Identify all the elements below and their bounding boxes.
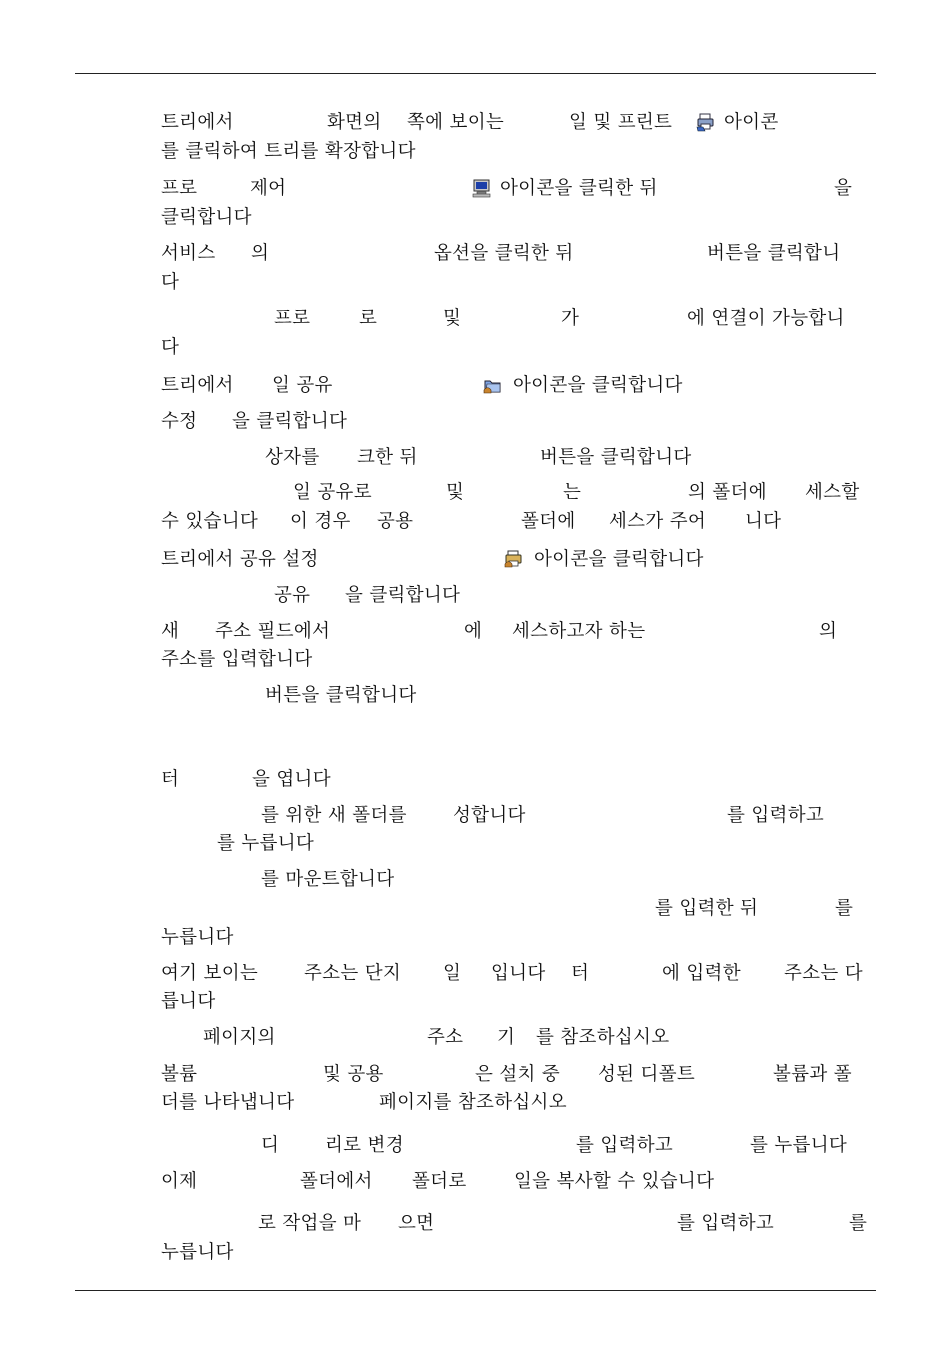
text-fragment: 더를 나타냅니다 <box>161 1092 295 1113</box>
text-line <box>0 1063 950 1087</box>
text-fragment: 트리에서 공유 설정 <box>161 549 319 570</box>
text-fragment: 볼륨과 폴 <box>773 1064 852 1085</box>
text-fragment: 터 <box>571 963 590 984</box>
text-fragment: 누릅니다 <box>161 927 234 948</box>
text-fragment: 여기 보이는 <box>161 963 259 984</box>
text-line <box>0 684 950 708</box>
text-line <box>0 336 950 360</box>
text-line <box>0 410 950 434</box>
text-fragment: 페이지의 <box>203 1027 276 1048</box>
text-line <box>0 111 950 135</box>
text-fragment: 터 <box>161 769 180 790</box>
text-fragment: 버튼을 클릭합니다 <box>265 685 417 706</box>
text-fragment: 수 있습니다 <box>161 511 259 532</box>
text-fragment: 및 <box>443 308 462 329</box>
text-line <box>0 271 950 295</box>
text-fragment: 을 클릭합니다 <box>345 585 461 606</box>
text-fragment: 으면 <box>398 1213 435 1234</box>
text-fragment: 페이지를 참조하십시오 <box>379 1092 567 1113</box>
text-fragment: 입니다 <box>491 963 546 984</box>
text-fragment: 리로 변경 <box>325 1135 404 1156</box>
text-fragment: 를 <box>835 898 854 919</box>
sharing-settings-icon <box>504 550 523 569</box>
text-fragment: 은 설치 중 <box>475 1064 561 1085</box>
text-fragment: 쪽에 보이는 <box>407 112 505 133</box>
text-fragment: 수정 <box>161 411 198 432</box>
text-fragment: 를 누릅니다 <box>217 833 315 854</box>
text-fragment: 새 <box>161 621 180 642</box>
text-line <box>0 620 950 644</box>
text-fragment: 을 <box>834 178 853 199</box>
text-line <box>0 1241 950 1265</box>
text-fragment: 성합니다 <box>453 805 526 826</box>
text-line <box>0 804 950 828</box>
text-line <box>0 374 950 398</box>
text-line <box>0 510 950 534</box>
text-fragment: 트리에서 <box>161 375 234 396</box>
text-fragment: 세스할 <box>805 482 860 503</box>
text-fragment: 에 <box>464 621 483 642</box>
text-fragment: 에 연결이 가능합니 <box>687 308 845 329</box>
header-rule <box>75 73 876 74</box>
text-line <box>0 584 950 608</box>
text-fragment: 이제 <box>161 1171 198 1192</box>
text-fragment: 성된 디폴트 <box>598 1064 696 1085</box>
text-line <box>0 1091 950 1115</box>
printer-sharing-icon <box>696 113 715 132</box>
text-fragment: 세스하고자 하는 <box>512 621 646 642</box>
text-fragment: 가 <box>561 308 580 329</box>
text-fragment: 일 및 프린트 <box>569 112 673 133</box>
text-line <box>0 242 950 266</box>
text-fragment: 볼륨 <box>161 1064 198 1085</box>
text-line <box>0 648 950 672</box>
text-line <box>0 481 950 505</box>
text-fragment: 디 <box>261 1135 280 1156</box>
text-line <box>0 962 950 986</box>
text-fragment: 아이콘을 클릭합니다 <box>534 549 704 570</box>
text-fragment: 를 입력하고 <box>576 1135 674 1156</box>
text-line <box>0 1134 950 1158</box>
text-line <box>0 140 950 164</box>
text-fragment: 주소는 다 <box>784 963 863 984</box>
text-line <box>0 897 950 921</box>
text-fragment: 니다 <box>745 511 782 532</box>
text-line <box>0 832 950 856</box>
text-line <box>0 446 950 470</box>
text-line <box>0 548 950 572</box>
text-fragment: 의 <box>251 243 270 264</box>
text-fragment: 일 공유로 <box>293 482 372 503</box>
text-fragment: 프로 <box>161 178 198 199</box>
text-fragment: 다 <box>161 337 180 358</box>
text-fragment: 일 <box>443 963 462 984</box>
text-fragment: 주소 필드에서 <box>215 621 331 642</box>
text-fragment: 공유 <box>274 585 311 606</box>
text-fragment: 의 <box>819 621 838 642</box>
text-fragment: 누릅니다 <box>161 1242 234 1263</box>
text-fragment: 아이콘 <box>724 112 779 133</box>
text-fragment: 에 입력한 <box>662 963 741 984</box>
text-fragment: 버튼을 클릭합니다 <box>540 447 692 468</box>
text-fragment: 주소는 단지 <box>304 963 402 984</box>
text-fragment: 를 입력하고 <box>677 1213 775 1234</box>
text-fragment: 다 <box>161 272 180 293</box>
text-fragment: 를 마운트합니다 <box>261 869 395 890</box>
text-fragment: 폴더에 <box>521 511 576 532</box>
text-fragment: 화면의 <box>327 112 382 133</box>
text-fragment: 주소 <box>427 1027 464 1048</box>
text-fragment: 을 클릭합니다 <box>232 411 348 432</box>
text-fragment: 크한 뒤 <box>357 447 418 468</box>
text-fragment: 의 폴더에 <box>688 482 767 503</box>
text-fragment: 로 작업을 마 <box>258 1213 362 1234</box>
text-fragment: 폴더에서 <box>300 1171 373 1192</box>
text-fragment: 를 입력하고 <box>727 805 825 826</box>
text-fragment: 를 위한 새 폴더를 <box>261 805 407 826</box>
text-fragment: 상자를 <box>265 447 320 468</box>
text-fragment: 는 <box>563 482 582 503</box>
text-fragment: 세스가 주어 <box>609 511 707 532</box>
text-line <box>0 868 950 892</box>
text-fragment: 트리에서 <box>161 112 234 133</box>
text-line <box>0 990 950 1014</box>
text-line <box>0 177 950 201</box>
text-fragment: 일 공유 <box>272 375 333 396</box>
text-fragment: 로 <box>359 308 378 329</box>
text-fragment: 폴더로 <box>412 1171 467 1192</box>
text-line <box>0 307 950 331</box>
text-fragment: 및 공용 <box>323 1064 384 1085</box>
text-fragment: 를 입력한 뒤 <box>655 898 759 919</box>
text-fragment: 버튼을 클릭합니 <box>707 243 841 264</box>
text-fragment: 제어 <box>250 178 287 199</box>
text-fragment: 릅니다 <box>161 991 216 1012</box>
text-line <box>0 1026 950 1050</box>
text-fragment: 옵션을 클릭한 뒤 <box>434 243 574 264</box>
text-fragment: 서비스 <box>161 243 216 264</box>
text-line <box>0 1170 950 1194</box>
text-fragment: 를 참조하십시오 <box>536 1027 670 1048</box>
text-fragment: 공용 <box>377 511 414 532</box>
text-fragment: 를 클릭하여 트리를 확장합니다 <box>161 141 416 162</box>
footer-rule <box>75 1290 876 1291</box>
text-line <box>0 206 950 230</box>
text-fragment: 기 <box>497 1027 516 1048</box>
text-fragment: 아이콘을 클릭합니다 <box>513 375 683 396</box>
text-fragment: 및 <box>446 482 465 503</box>
text-fragment: 이 경우 <box>290 511 351 532</box>
text-fragment: 를 <box>849 1213 868 1234</box>
text-line <box>0 926 950 950</box>
text-fragment: 아이콘을 클릭한 뒤 <box>500 178 658 199</box>
text-fragment: 를 누릅니다 <box>750 1135 848 1156</box>
text-fragment: 주소를 입력합니다 <box>161 649 313 670</box>
computer-icon <box>472 179 491 198</box>
text-fragment: 일을 복사할 수 있습니다 <box>514 1171 715 1192</box>
text-line <box>0 1212 950 1236</box>
text-fragment: 클릭합니다 <box>161 207 252 228</box>
text-fragment: 을 엽니다 <box>252 769 331 790</box>
text-line <box>0 768 950 792</box>
text-fragment: 프로 <box>274 308 311 329</box>
shared-folder-icon <box>483 376 502 395</box>
